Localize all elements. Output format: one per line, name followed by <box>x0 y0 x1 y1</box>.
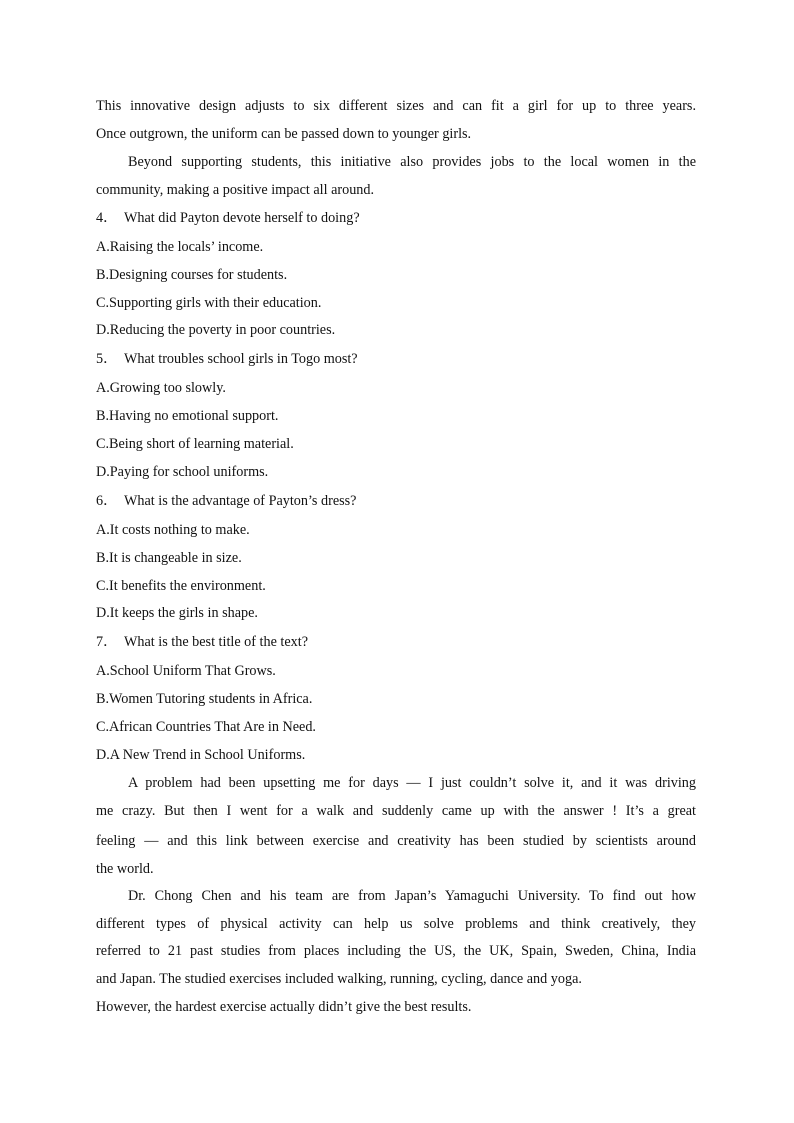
text-line: referred to 21 past studies from places including the US, the UK, Spain, Sweden, China, India <box>96 943 696 959</box>
question-number: 6． <box>96 493 118 509</box>
text-line: and Japan. The studied exercises included walking, running, cycling, dance and yoga. <box>96 971 582 987</box>
option-a: A.It costs nothing to make. <box>96 522 250 538</box>
text-line: different types of physical activity can help us solve problems and think creatively, they <box>96 916 696 932</box>
text-line: Beyond supporting students, this initiative also provides jobs to the local women in the <box>128 154 696 170</box>
text-line: A problem had been upsetting me for days — I just couldn’t solve it, and it was driving <box>128 775 696 791</box>
option-d: D.Reducing the poverty in poor countries. <box>96 322 336 338</box>
question-text: What troubles school girls in Togo most? <box>124 351 358 367</box>
option-a: A.Raising the locals’ income. <box>96 239 264 255</box>
option-a: A.Growing too slowly. <box>96 380 226 396</box>
text-line: This innovative design adjusts to six different sizes and can fit a girl for up to three years. <box>96 98 696 114</box>
question-number: 5． <box>96 351 118 367</box>
text-line: However, the hardest exercise actually didn’t give the best results. <box>96 999 472 1015</box>
option-d: D.Paying for school uniforms. <box>96 464 269 480</box>
option-d: D.A New Trend in School Uniforms. <box>96 747 306 763</box>
question-number: 7． <box>96 634 118 650</box>
text-line: feeling — and this link between exercise and creativity has been studied by scientists around <box>96 833 696 849</box>
option-b: B.It is changeable in size. <box>96 550 242 566</box>
option-c: C.Supporting girls with their education. <box>96 295 322 311</box>
text-line: community, making a positive impact all around. <box>96 182 375 198</box>
option-b: B.Designing courses for students. <box>96 267 288 283</box>
option-c: C.Being short of learning material. <box>96 436 294 452</box>
text-line: Dr. Chong Chen and his team are from Japan’s Yamaguchi University. To find out how <box>128 888 696 904</box>
option-c: C.It benefits the environment. <box>96 578 266 594</box>
question-text: What is the advantage of Payton’s dress? <box>124 493 357 509</box>
question-stem <box>96 491 696 511</box>
text-line: me crazy. But then I went for a walk and suddenly came up with the answer ! It’s a great <box>96 803 696 819</box>
question-stem <box>96 208 696 228</box>
option-b: B.Women Tutoring students in Africa. <box>96 691 313 707</box>
option-b: B.Having no emotional support. <box>96 408 279 424</box>
text-line: Once outgrown, the uniform can be passed down to younger girls. <box>96 126 472 142</box>
question-stem <box>96 349 696 369</box>
option-d: D.It keeps the girls in shape. <box>96 605 258 621</box>
question-text: What did Payton devote herself to doing? <box>124 210 360 226</box>
option-a: A.School Uniform That Grows. <box>96 663 276 679</box>
text-line: the world. <box>96 861 154 877</box>
question-number: 4． <box>96 210 118 226</box>
question-text: What is the best title of the text? <box>124 634 308 650</box>
option-c: C.African Countries That Are in Need. <box>96 719 316 735</box>
question-stem <box>96 632 696 652</box>
